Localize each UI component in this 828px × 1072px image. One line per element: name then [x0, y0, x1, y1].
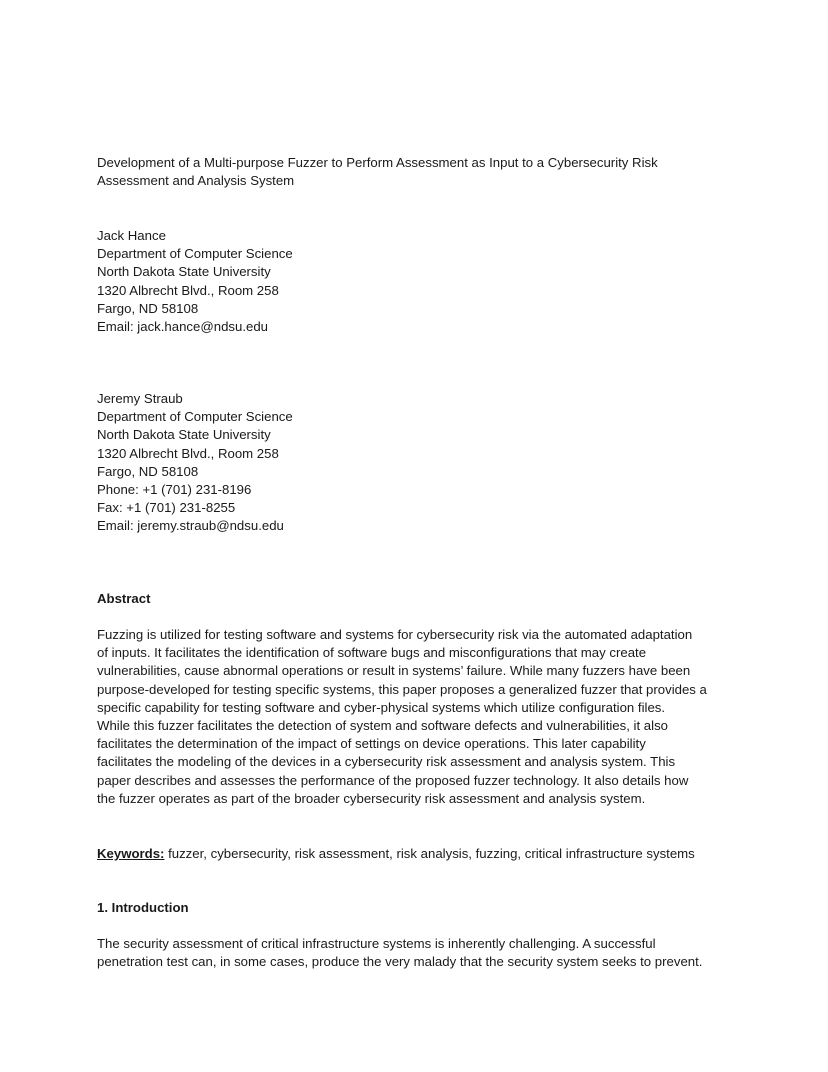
introduction-line: penetration test can, in some cases, produce the very malady that the security system seeks to prevent. — [97, 954, 703, 970]
abstract-line: facilitates the modeling of the devices in a cybersecurity risk assessment and analysis system. This — [97, 754, 676, 770]
abstract-line: While this fuzzer facilitates the detection of system and software defects and vulnerabilities, it also — [97, 718, 669, 734]
abstract-line: specific capability for testing software and cyber-physical systems which utilize configuration files. — [97, 699, 666, 715]
author-block-2 — [97, 390, 737, 536]
title-line: Assessment and Analysis System — [97, 173, 295, 189]
abstract-line: paper describes and assesses the performance of the proposed fuzzer technology. It also details how — [97, 772, 689, 788]
keywords-line — [97, 845, 737, 863]
author-city: Fargo, ND 58108 — [97, 300, 199, 316]
abstract-line: purpose-developed for testing specific systems, this paper proposes a generalized fuzzer that provides a — [97, 681, 707, 697]
author-address: 1320 Albrecht Blvd., Room 258 — [97, 282, 279, 298]
author-name: Jack Hance — [97, 228, 166, 243]
keywords-text: fuzzer, cybersecurity, risk assessment, risk analysis, fuzzing, critical infrastructure systems — [164, 846, 695, 861]
abstract-line: of inputs. It facilitates the identification of software bugs and misconfigurations that may create — [97, 645, 647, 661]
author-department: Department of Computer Science — [97, 246, 293, 262]
abstract-body — [97, 626, 737, 808]
author-fax: Fax: +1 (701) 231-8255 — [97, 500, 236, 516]
author-name: Jeremy Straub — [97, 391, 183, 406]
author-block-1 — [97, 227, 737, 336]
author-phone: Phone: +1 (701) 231-8196 — [97, 482, 252, 498]
abstract-line: facilitates the determination of the impact of settings on device operations. This later capability — [97, 736, 646, 752]
author-city: Fargo, ND 58108 — [97, 463, 199, 479]
author-university: North Dakota State University — [97, 427, 271, 443]
abstract-heading: Abstract — [97, 591, 151, 606]
title-line: Development of a Multi-purpose Fuzzer to Perform Assessment as Input to a Cybersecurity Risk — [97, 155, 658, 170]
author-email: Email: jack.hance@ndsu.edu — [97, 319, 268, 335]
author-university: North Dakota State University — [97, 264, 271, 280]
author-address: 1320 Albrecht Blvd., Room 258 — [97, 445, 279, 461]
keywords-label: Keywords: — [97, 846, 165, 861]
author-email: Email: jeremy.straub@ndsu.edu — [97, 518, 284, 534]
section-heading-introduction: 1. Introduction — [97, 900, 189, 915]
paper-title — [97, 154, 737, 190]
abstract-line: the fuzzer operates as part of the broader cybersecurity risk assessment and analysis system. — [97, 790, 646, 806]
introduction-line: The security assessment of critical infrastructure systems is inherently challenging. A successful — [97, 936, 656, 951]
author-department: Department of Computer Science — [97, 409, 293, 425]
abstract-line: vulnerabilities, cause abnormal operations or result in systems’ failure. While many fuzzers have been — [97, 663, 691, 679]
introduction-body — [97, 935, 737, 971]
abstract-line: Fuzzing is utilized for testing software and systems for cybersecurity risk via the automated adaptation — [97, 627, 693, 642]
